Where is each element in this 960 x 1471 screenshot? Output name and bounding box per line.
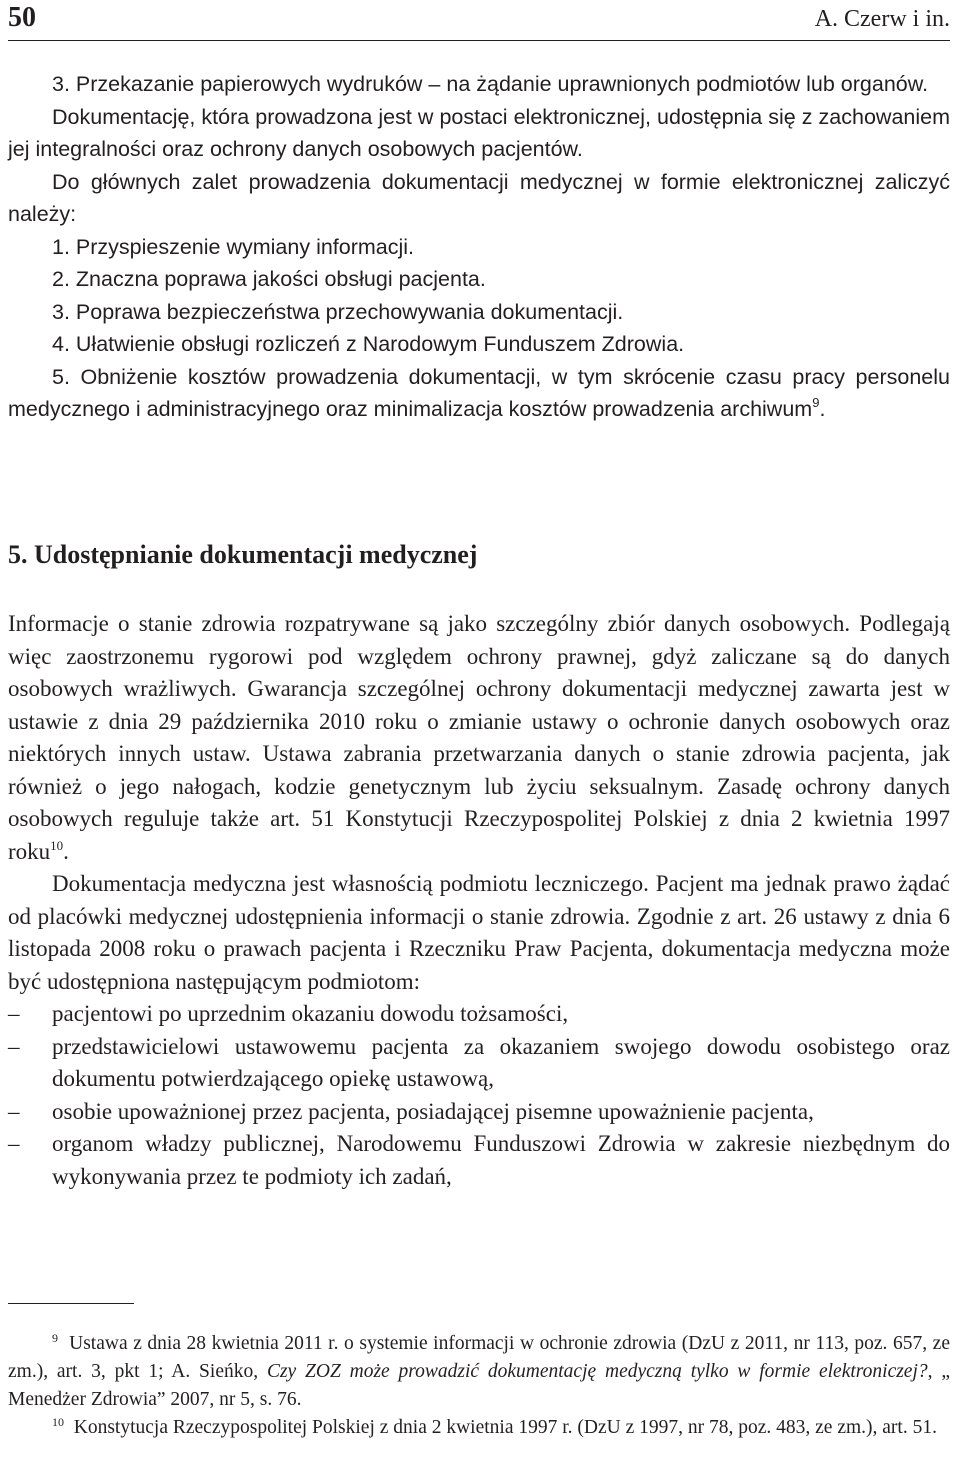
advantage-item-5-text: 5. Obniżenie kosztów prowadzenia dokumentacji, w tym skrócenie czasu pracy personelu medycznego i administracyjnego oraz minimalizacja kosztów prowadzenia archiwum [8, 364, 950, 421]
paragraph: Dokumentacja medyczna jest własnością podmiotu leczniczego. Pacjent ma jednak prawo żądać od placówki medycznej udostępnienia informacji o stanie zdrowia. Zgodnie z art. 26 ustawy z dnia 6 listopada 2008 roku o prawach pacjenta i Rzeczniku Praw Pacjenta, dokumentacja medyczna może być udostępniona następującym podmiotom: [8, 871, 950, 994]
paragraph-text: Informacje o stanie zdrowia rozpatrywane są jako szczególny zbiór danych osobowych. Podlegają więc zaostrzonemu rygorowi pod względem ochrony prawnej, gdyż zaliczane są do danych osobowych wrażliwych. Gwarancja szczególnej ochrony dokumentacji medycznej zawarta jest w ustawie z dnia 29 października 2010 roku o zmianie ustawy o ochronie danych osobowych oraz niektórych innych ustaw. Ustawa zabrania przetwarzania danych o stanie zdrowia pacjenta, jak również o jego nałogach, kodzie genetycznym lub życiu seksualnym. Zasadę ochrony danych osobowych reguluje także art. 51 Konstytucji Rzeczypospolitej Polskiej z dnia 2 kwietnia 1997 roku [8, 611, 950, 864]
footnote-cited-title: Czy ZOZ może prowadzić dokumentację medyczną tylko w formie elektroniczej? [266, 1361, 928, 1382]
footnote-9 [8, 1330, 950, 1414]
list-item [8, 1096, 950, 1129]
list-item-text: osobie upoważnionej przez pacjenta, posiadającej pisemne upoważnienie pacjenta, [52, 1098, 814, 1124]
advantage-item-5 [8, 361, 950, 426]
paragraph: Do głównych zalet prowadzenia dokumentacji medycznej w formie elektronicznej zaliczyć należy: [8, 169, 950, 226]
advantage-item: 3. Poprawa bezpieczeństwa przechowywania dokumentacji. [52, 299, 624, 324]
section-heading: 5. Udostępnianie dokumentacji medycznej [8, 540, 478, 569]
footnote-text: Konstytucja Rzeczypospolitej Polskiej z dnia 2 kwietnia 1997 r. (DzU z 1997, nr 78, poz. 483, ze zm.), art. 51. [73, 1417, 937, 1438]
footnote-text: Ustawa z dnia 28 kwietnia 2011 r. o systemie informacji w ochronie zdrowia (DzU z 2011, nr 113, poz. 657, ze zm.), art. 3, pkt 1; A. Sieńko, [8, 1333, 950, 1382]
footnote-ref-9[interactable]: 9 [812, 395, 820, 410]
section-5-body [8, 608, 950, 1193]
list-item [8, 998, 950, 1031]
dash-bullet: – [8, 1131, 20, 1156]
list-item-3: 3. Przekazanie papierowych wydruków – na żądanie uprawnionych podmiotów lub organów. [52, 72, 929, 96]
punctuation: . [63, 838, 69, 864]
dash-bullet: – [8, 1033, 20, 1059]
dash-bullet: – [8, 1001, 20, 1026]
list-item-text: przedstawicielowi ustawowemu pacjenta za okazaniem swojego dowodu osobistego oraz dokumentu potwierdzającego opiekę ustawową, [52, 1033, 950, 1091]
footnote-source: , „ Menedżer Zdrowia” 2007, nr 5, s. 76. [8, 1361, 950, 1410]
list-item-text: organom władzy publicznej, Narodowemu Funduszowi Zdrowia w zakresie niezbędnym do wykonywania przez te podmioty ich zadań, [52, 1131, 950, 1189]
page-number: 50 [8, 2, 36, 33]
paragraph [8, 608, 950, 868]
list-item-text: pacjentowi po uprzednim okazaniu dowodu tożsamości, [52, 1001, 569, 1026]
punctuation: . [819, 397, 826, 421]
advantage-item: 1. Przyspieszenie wymiany informacji. [52, 234, 415, 259]
footnote-ref-10[interactable]: 10 [50, 837, 64, 853]
recipient-list [8, 998, 950, 1193]
advantage-item: 2. Znaczna poprawa jakości obsługi pacjenta. [52, 267, 486, 291]
paragraph: Dokumentację, która prowadzona jest w postaci elektronicznej, udostępnia się z zachowaniem jej integralności oraz ochrony danych osobowych pacjentów. [8, 104, 950, 161]
footnote-separator [8, 1303, 134, 1304]
advantage-item: 4. Ułatwienie obsługi rozliczeń z Narodowym Funduszem Zdrowia. [52, 332, 685, 356]
section-a [8, 68, 950, 426]
dash-bullet: – [8, 1098, 20, 1124]
list-item [8, 1031, 950, 1096]
running-author: A. Czerw i in. [814, 6, 950, 32]
running-header [8, 0, 950, 41]
footnote-number: 9 [52, 1331, 58, 1345]
footnote-10 [8, 1414, 950, 1442]
document-page [8, 0, 950, 1438]
footnote-number: 10 [52, 1415, 64, 1429]
footnotes [8, 1330, 950, 1442]
list-item [8, 1128, 950, 1193]
